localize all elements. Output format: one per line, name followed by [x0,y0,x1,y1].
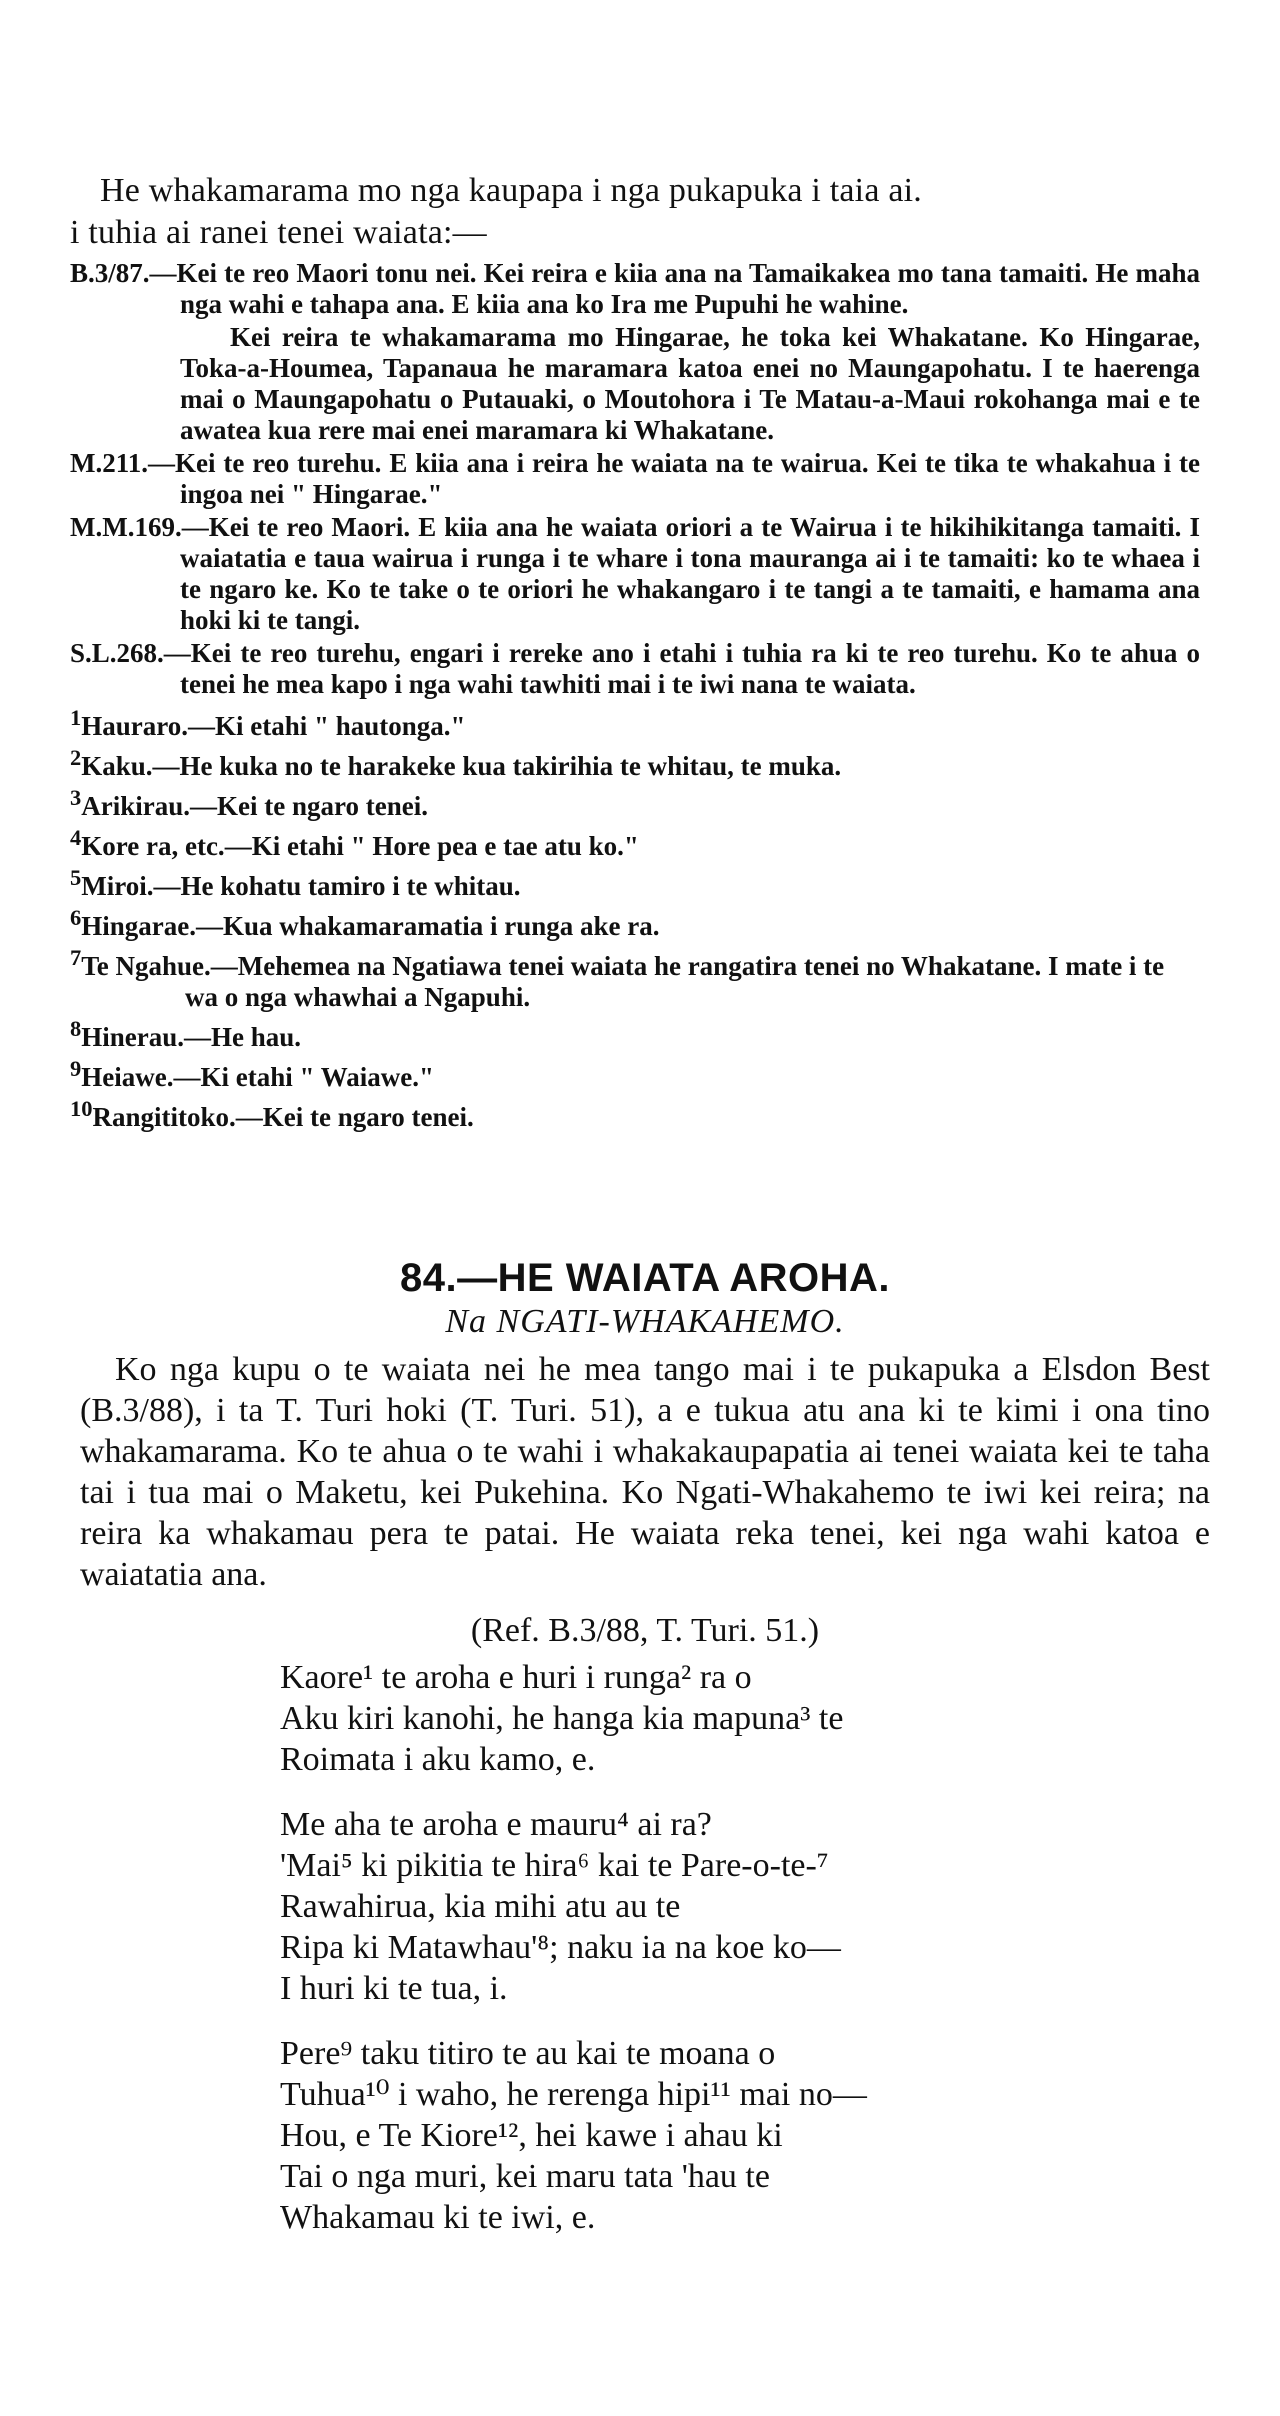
footnote-number: 10 [70,1096,93,1121]
song-subheading: Na NGATI-WHAKAHEMO. [445,1303,845,1340]
verse-line: Roimata i aku kamo, e. [280,1741,596,1778]
verse-line: Me aha te aroha e mauru⁴ ai ra? [280,1806,712,1843]
source-label: M.211. [70,448,148,478]
footnote-list [70,702,1200,1133]
footnote-number: 4 [70,825,82,850]
verse-line: Whakamau ki te iwi, e. [280,2199,596,2236]
verse-line: Aku kiri kanohi, he hanga kia mapuna³ te [280,1700,844,1737]
verse-line: Rawahirua, kia mihi atu au te [280,1888,681,1925]
verse-line: Ripa ki Matawhau'⁸; naku ia na koe ko— [280,1929,841,1966]
song-heading: 84.—HE WAIATA AROHA. [399,1256,891,1300]
footnote-term: Kaku. [81,751,153,781]
footnote-text: —Mehemea na Ngatiawa tenei waiata he rangatira tenei no Whakatane. I mate i te wa o nga whawhai a Ngapuhi. [185,951,1165,1012]
source-note-m211 [70,448,1200,510]
source-text: —Kei te reo turehu, engari i rereke ano i etahi i tuhia ra ki te reo turehu. Ko te ahua o tenei he mea kapo i nga wahi tawhiti mai i te iwi nana te waiata. [163,638,1200,699]
footnote-number: 1 [70,705,82,730]
footnote [70,862,1200,902]
verse-line: Hou, e Te Kiore¹², hei kawe i ahau ki [280,2117,783,2154]
source-label: S.L.268. [70,638,164,668]
source-text: —Kei te reo turehu. E kiia ana i reira he waiata na te wairua. Kei te tika te whakahua i te ingoa nei " Hingarae." [148,448,1200,509]
footnote-term: Te Ngahue. [81,951,211,981]
source-note-mm169 [70,512,1200,636]
footnote-number: 2 [70,745,82,770]
song-reference: (Ref. B.3/88, T. Turi. 51.) [470,1612,820,1649]
footnote-text: —He hau. [184,1022,302,1052]
footnote-text: —Ki etahi " Waiawe." [173,1062,434,1092]
verse-line: Pere⁹ taku titiro te au kai te moana o [280,2035,776,2072]
source-text: —Kei te reo Maori tonu nei. Kei reira e kiia ana na Tamaikakea mo tana tamaiti. He maha nga wahi e tahapa ana. E kiia ana ko Ira me Pupuhi he wahine. [149,258,1200,319]
footnote-text: —Kua whakamaramatia i runga ake ra. [196,911,660,941]
footnote-text: —Kei te ngaro tenei. [190,791,428,821]
stanza [280,1657,1210,1780]
notes-intro [70,170,1200,254]
footnote [70,942,1200,1013]
footnote-term: Heiawe. [81,1062,174,1092]
source-note-sl268 [70,638,1200,700]
footnote [70,822,1200,862]
verse-line: Tai o nga muri, kei maru tata 'hau te [280,2158,770,2195]
footnote-number: 8 [70,1016,82,1041]
source-label: B.3/87. [70,258,150,288]
source-label: M.M.169. [70,512,182,542]
footnote-term: Hauraro. [81,711,188,741]
song-introduction: Ko nga kupu o te waiata nei he mea tango mai i te pukapuka a Elsdon Best (B.3/88), i ta T. Turi hoki (T. Turi. 51), a e tukua atu ana ki te kimi i ona tino whakamarama. Ko te ahua o te wahi i whakakaupapatia ai tenei waiata kei te taha tai i tua mai o Maketu, kei Pukehina. Ko Ngati-Whakahemo te iwi kei reira; na reira ka whakamau pera te patai. He waiata reka tenei, kei nga wahi katoa e waiatatia ana. [80,1351,1210,1593]
footnote-number: 9 [70,1056,82,1081]
footnote-term: Hingarae. [81,911,196,941]
notes-section [70,170,1200,1133]
footnote-term: Miroi. [81,871,154,901]
footnote-text: —Kei te ngaro tenei. [235,1102,474,1132]
footnote-term: Kore ra, etc. [81,831,225,861]
intro-line-2: i tuhia ai ranei tenei waiata:— [70,214,487,251]
footnote-number: 3 [70,785,82,810]
footnote [70,1093,1200,1133]
footnote-text: —He kuka no te harakeke kua takirihia te whitau, te muka. [152,751,842,781]
intro-line-1: He whakamarama mo nga kaupapa i nga pukapuka i taia ai. [100,172,922,209]
footnote-term: Rangititoko. [92,1102,236,1132]
verse-line: Kaore¹ te aroha e huri i runga² ra o [280,1659,752,1696]
footnote-number: 5 [70,865,82,890]
footnote [70,1013,1200,1053]
stanza [280,1804,1210,2009]
footnote-number: 7 [70,945,82,970]
source-note-b387 [70,258,1200,446]
source-text: —Kei te reo Maori. E kiia ana he waiata oriori a te Wairua i te hikihikitanga tamaiti. I waiatatia e taua wairua i runga i te whare i tona mauranga ai i te tamaiti: ko te whaea i te ngaro ke. Ko te take o te oriori he whakangaro i te tangi a te tamaiti, e hamama ana hoki ki te tangi. [180,512,1200,635]
footnote-term: Arikirau. [81,791,191,821]
footnote [70,902,1200,942]
footnote [70,742,1200,782]
footnote [70,1053,1200,1093]
verse-line: 'Mai⁵ ki pikitia te hira⁶ kai te Pare-o-te-⁷ [280,1847,829,1884]
footnote-text: —Ki etahi " Hore pea e tae atu ko." [224,831,639,861]
footnote-text: —Ki etahi " hautonga." [188,711,466,741]
song-section [80,1255,1210,2262]
verse-line: Tuhua¹⁰ i waho, he rerenga hipi¹¹ mai no— [280,2076,867,2113]
source-subparagraph: Kei reira te whakamarama mo Hingarae, he toka kei Whakatane. Ko Hingarae, Toka-a-Houmea, Tapanaua he maramara katoa enei no Maungapohatu. I te haerenga mai o Maungapohatu o Putauaki, o Moutohora i Te Matau-a-Maui rokohanga mai e te awatea kua rere mai enei maramara ki Whakatane. [180,322,1200,445]
footnote-text: —He kohatu tamiro i te whitau. [153,871,521,901]
footnote [70,702,1200,742]
footnote [70,782,1200,822]
verse-line: I huri ki te tua, i. [280,1970,508,2007]
song-lyrics [280,1657,1210,2238]
footnote-number: 6 [70,905,82,930]
footnote-term: Hinerau. [81,1022,185,1052]
stanza [280,2033,1210,2238]
